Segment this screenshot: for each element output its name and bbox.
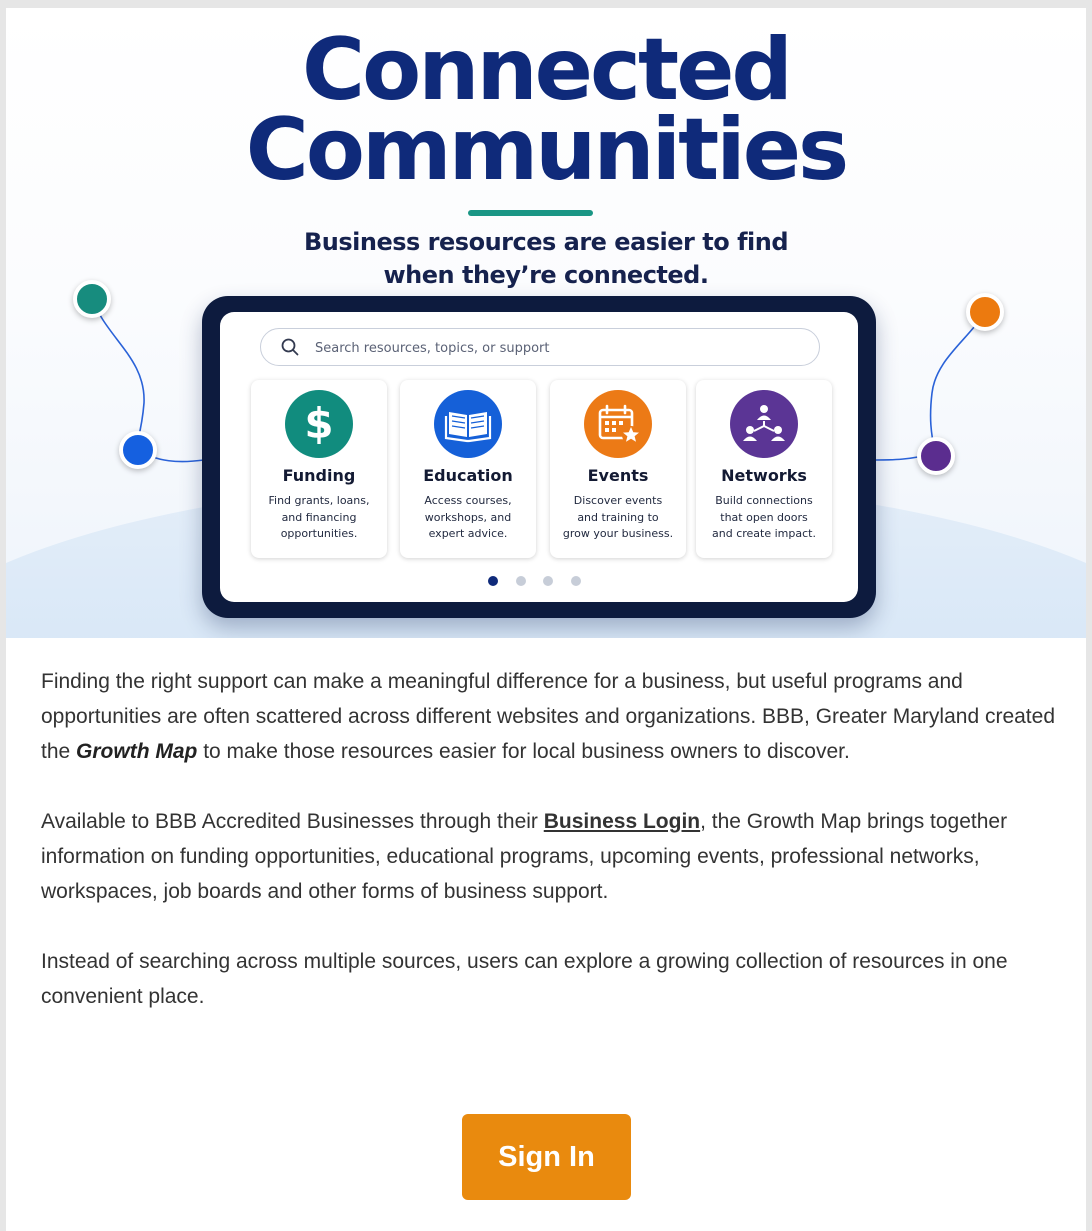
hero-title-line1: Connected	[302, 20, 790, 120]
card-funding[interactable]	[251, 380, 387, 558]
search-icon	[281, 338, 299, 356]
title-accent-rule	[468, 210, 593, 216]
card-desc-line: Build connections	[715, 494, 813, 507]
card-desc-line: expert advice.	[428, 527, 508, 540]
card-desc-line: Find grants, loans,	[268, 494, 370, 507]
card-desc-line: and financing	[281, 510, 357, 524]
hero-subtitle	[246, 226, 846, 292]
card-description	[261, 493, 377, 543]
card-title: Events	[587, 466, 649, 485]
card-desc-line: that open doors	[720, 510, 808, 524]
tablet-screen	[220, 312, 858, 602]
calendar-star-icon	[584, 390, 652, 458]
card-description	[706, 493, 822, 543]
hero-subtitle-line1: Business resources are easier to find	[304, 228, 788, 256]
search-input[interactable]	[313, 336, 797, 360]
sign-in-button[interactable]: Sign In	[462, 1114, 631, 1200]
carousel-dot-3[interactable]	[543, 576, 553, 586]
card-description	[560, 493, 676, 543]
svg-text:$: $	[304, 399, 334, 448]
card-desc-line: opportunities.	[280, 527, 358, 540]
purple-node-icon	[917, 437, 955, 475]
body-copy	[41, 664, 1061, 1049]
paragraph-availability	[41, 804, 1061, 909]
card-title: Education	[423, 466, 513, 485]
card-desc-line: and create impact.	[712, 527, 816, 540]
carousel-dot-4[interactable]	[571, 576, 581, 586]
paragraph-text: Finding the right support can make a meaningful difference for a business, but useful programs and opportunities are often scattered across different websites and organizations. BBB, Greater Maryland created the	[41, 670, 1055, 763]
hero-title-line2: Communities	[245, 100, 847, 200]
paragraph-intro	[41, 664, 1061, 769]
people-network-icon	[730, 390, 798, 458]
email-body	[6, 8, 1086, 1231]
card-desc-line: grow your business.	[562, 527, 674, 540]
paragraph-text: to make those resources easier for local business owners to discover.	[197, 740, 850, 763]
teal-node-icon	[73, 280, 111, 318]
card-events[interactable]	[550, 380, 686, 558]
hero-banner	[6, 8, 1086, 638]
card-networks[interactable]	[696, 380, 832, 558]
carousel-dot-1[interactable]	[488, 576, 498, 586]
paragraph-closing: Instead of searching across multiple sources, users can explore a growing collection of resources in one convenient place.	[41, 950, 1008, 1008]
carousel-dot-2[interactable]	[516, 576, 526, 586]
card-desc-line: and training to	[577, 510, 659, 524]
card-title: Funding	[282, 466, 356, 485]
paragraph-text: Available to BBB Accredited Businesses through their	[41, 810, 544, 833]
carousel-dots	[488, 576, 608, 586]
hero-subtitle-line2: when they’re connected.	[383, 261, 709, 289]
card-desc-line: Discover events	[573, 494, 663, 507]
card-description	[410, 493, 526, 543]
orange-node-icon	[966, 293, 1004, 331]
card-education[interactable]	[400, 380, 536, 558]
card-title: Networks	[721, 466, 807, 485]
search-bar[interactable]	[260, 328, 820, 366]
tablet-mockup	[202, 296, 876, 618]
card-desc-line: Access courses,	[424, 494, 512, 507]
open-book-icon	[434, 390, 502, 458]
blue-node-icon	[119, 431, 157, 469]
growth-map-emphasis: Growth Map	[76, 740, 198, 763]
hero-title	[6, 20, 1086, 200]
business-login-link[interactable]: Business Login	[543, 810, 701, 833]
paragraph-text: , the Growth Map brings together information on funding opportunities, educational programs, upcoming events, professional networks, workspaces, job boards and other forms of business support.	[41, 810, 1008, 903]
dollar-icon	[285, 390, 353, 458]
card-desc-line: workshops, and	[424, 510, 512, 524]
